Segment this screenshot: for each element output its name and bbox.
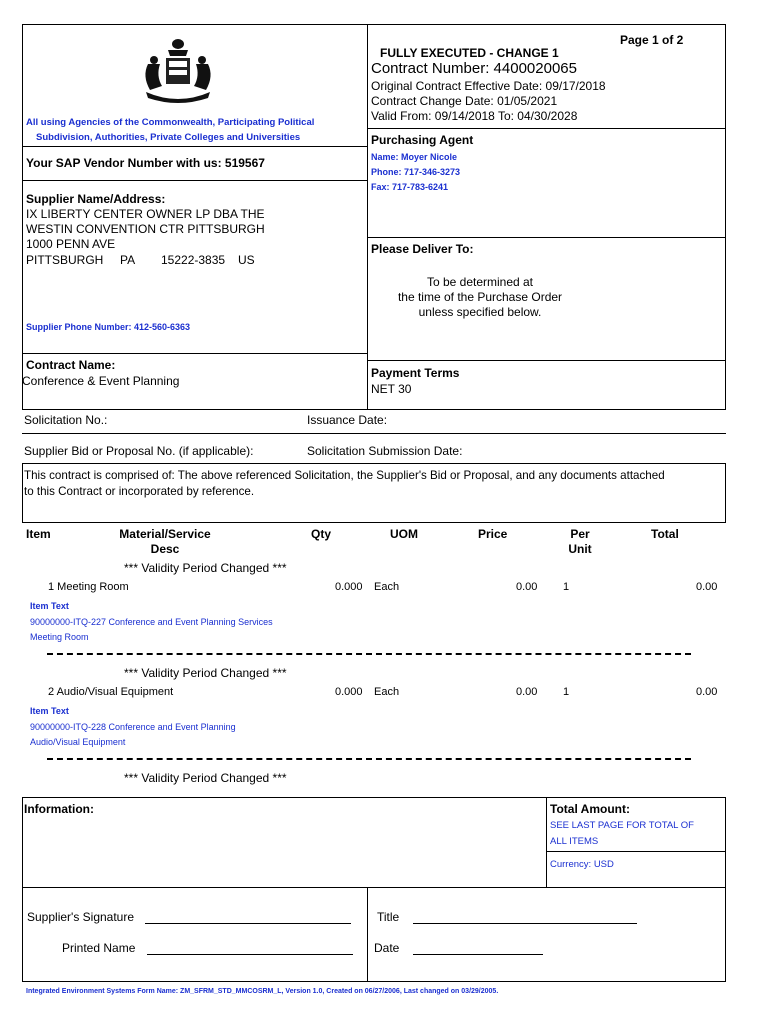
item-desc: 2 Audio/Visual Equipment (48, 686, 174, 698)
supplier-phone: Supplier Phone Number: 412-560-6363 (26, 322, 191, 332)
contract-number: 4400020065 (493, 60, 577, 77)
item-total: 0.00 (696, 581, 718, 593)
title-field[interactable] (413, 912, 637, 924)
purchasing-agent-label: Purchasing Agent (371, 133, 474, 147)
agent-phone: Phone: 717-346-3273 (371, 167, 461, 177)
col-qty: Qty (311, 527, 332, 541)
contract-number-line (371, 60, 577, 77)
item-text-line-1: 90000000-ITQ-227 Conference and Event Planning Services (30, 617, 273, 627)
item-qty: 0.000 (335, 686, 363, 698)
total-amount-line-2: ALL ITEMS (550, 836, 599, 847)
item-uom: Each (374, 581, 400, 593)
agent-name: Name: Moyer Nicole (371, 152, 458, 162)
supplier-line-2: WESTIN CONVENTION CTR PITTSBURGH (26, 222, 265, 236)
submission-date: Solicitation Submission Date: (307, 444, 463, 458)
supplier-label: Supplier Name/Address: (26, 192, 166, 206)
item-text-line-2: Audio/Visual Equipment (30, 737, 126, 747)
page-label: Page 1 of 2 (620, 33, 684, 47)
commonwealth-seal-icon (138, 36, 218, 108)
supplier-line-3: 1000 PENN AVE (26, 237, 116, 251)
contract-change-date: Contract Change Date: 01/05/2021 (371, 94, 558, 108)
supplier-signature-field[interactable] (145, 912, 351, 924)
item-per: 1 (563, 686, 570, 698)
item-uom: Each (374, 686, 400, 698)
status-label: FULLY EXECUTED - CHANGE 1 (380, 46, 559, 60)
comprised-line-1: This contract is comprised of: The above referenced Solicitation, the Supplier's Bid or Proposal, and any documents attached (24, 469, 665, 482)
item-price: 0.00 (516, 686, 538, 698)
date-label: Date (374, 941, 400, 955)
deliver-line-3: unless specified below. (418, 305, 542, 319)
contract-name-label: Contract Name: (26, 358, 116, 372)
supplier-city: PITTSBURGH (26, 253, 104, 267)
solicitation-no: Solicitation No.: (24, 413, 108, 427)
total-amount-label: Total Amount: (550, 802, 630, 816)
comprised-line-2: to this Contract or incorporated by reference. (24, 485, 255, 498)
item-separator (47, 758, 691, 764)
validity-note: *** Validity Period Changed *** (124, 561, 287, 575)
bid-no: Supplier Bid or Proposal No. (if applicable): (24, 444, 254, 458)
col-desc-1: Material/Service (119, 527, 211, 541)
supplier-zip: 15222-3835 (161, 253, 226, 267)
supplier-signature-label: Supplier's Signature (27, 910, 135, 924)
col-total: Total (651, 527, 679, 541)
agent-fax: Fax: 717-783-6241 (371, 182, 449, 192)
supplier-line-1: IX LIBERTY CENTER OWNER LP DBA THE (26, 207, 265, 221)
printed-name-field[interactable] (147, 943, 353, 955)
item-qty: 0.000 (335, 581, 363, 593)
form-footer: Integrated Environment Systems Form Name: ZM_SFRM_STD_MMCOSRM_L, Version 1.0, Created on 06/27/2006, Last changed on 03/29/2005. (26, 988, 499, 995)
vendor-number: Your SAP Vendor Number with us: 519567 (26, 156, 265, 170)
original-effective-date: Original Contract Effective Date: 09/17/2018 (371, 79, 606, 93)
item-desc: 1 Meeting Room (48, 581, 129, 593)
item-text-line-2: Meeting Room (30, 632, 89, 642)
issuance-date: Issuance Date: (307, 413, 388, 427)
item-text-label: Item Text (30, 601, 69, 611)
supplier-state: PA (120, 253, 136, 267)
printed-name-row (62, 941, 353, 955)
agencies-line-1: All using Agencies of the Commonwealth, Participating Political (26, 117, 315, 128)
total-amount-line-1: SEE LAST PAGE FOR TOTAL OF (550, 820, 694, 831)
supplier-signature-row (27, 910, 351, 924)
col-desc-2: Desc (150, 542, 180, 556)
contract-number-label: Contract Number: (371, 60, 490, 77)
supplier-country: US (238, 253, 255, 267)
col-per-1: Per (570, 527, 590, 541)
item-text-line-1: 90000000-ITQ-228 Conference and Event Planning (30, 722, 236, 732)
item-price: 0.00 (516, 581, 538, 593)
currency: Currency: USD (550, 859, 614, 870)
agencies-line-2: Subdivision, Authorities, Private Colleges and Universities (36, 132, 301, 143)
printed-name-label: Printed Name (62, 941, 136, 955)
validity-note: *** Validity Period Changed *** (124, 771, 287, 785)
validity-note: *** Validity Period Changed *** (124, 666, 287, 680)
deliver-to-label: Please Deliver To: (371, 242, 474, 256)
title-row (377, 910, 637, 924)
item-per: 1 (563, 581, 570, 593)
col-price: Price (478, 527, 508, 541)
valid-dates: Valid From: 09/14/2018 To: 04/30/2028 (371, 109, 578, 123)
col-item: Item (26, 527, 51, 541)
title-label: Title (377, 910, 400, 924)
deliver-line-1: To be determined at (426, 275, 534, 289)
item-text-label: Item Text (30, 706, 69, 716)
payment-terms-value: NET 30 (371, 382, 412, 396)
contract-name-value: Conference & Event Planning (22, 374, 180, 388)
payment-terms-label: Payment Terms (371, 366, 460, 380)
item-separator (47, 653, 691, 659)
date-row (374, 941, 543, 955)
item-total: 0.00 (696, 686, 718, 698)
date-field[interactable] (413, 943, 543, 955)
col-uom: UOM (390, 527, 418, 541)
information-label: Information: (24, 802, 94, 816)
col-per-2: Unit (568, 542, 592, 556)
deliver-line-2: the time of the Purchase Order (397, 290, 563, 304)
